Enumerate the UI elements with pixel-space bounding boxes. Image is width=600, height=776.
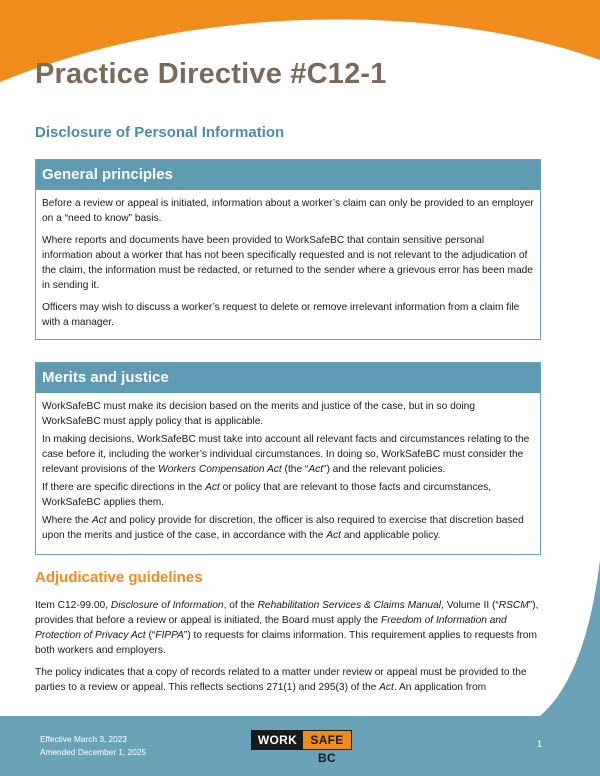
- paragraph: Before a review or appeal is initiated, information about a worker’s claim can only be provided to an employer on a “need to know” basis.: [42, 198, 534, 224]
- page-title: Practice Directive #C12-1: [35, 58, 387, 90]
- paragraph: Item C12-99.00, Disclosure of Information, of the Rehabilitation Services & Claims Manual, Volume II (“RSCM”), provides that before a review or appeal is initiated, the Board must apply the Freedom of Information and Protection of Privacy Act (“FIPPA”) to requests for claims information. This requirement applies to requests from both workers and employers.: [35, 600, 539, 656]
- paragraph: Where reports and documents have been provided to WorkSafeBC that contain sensitive personal information about a worker that has not been specifically requested and is not relevant to the adjudication of the claim, the information must be redacted, or returned to the sender where a grievous error has been made in sending it.: [42, 235, 533, 291]
- merits-and-justice-body: [36, 393, 540, 550]
- logo-work: WORK: [252, 731, 303, 749]
- page-number: 1: [537, 739, 543, 749]
- paragraph: The policy indicates that a copy of records related to a matter under review or appeal must be provided to the parties to a review or appeal. This reflects sections 271(1) and 295(3) of the Act. An application from: [35, 667, 527, 693]
- worksafebc-logo: [251, 730, 352, 765]
- general-principles-body: [36, 190, 540, 341]
- page-subtitle: Disclosure of Personal Information: [35, 124, 285, 141]
- amended-date: Amended December 1, 2025: [40, 747, 147, 757]
- footer-dates: [40, 733, 146, 759]
- adjudicative-guidelines-body: [35, 598, 555, 702]
- effective-date: Effective March 3, 2023: [40, 734, 128, 744]
- logo-safebc: SAFE BC: [303, 731, 351, 749]
- merits-and-justice-box: [35, 362, 541, 555]
- paragraph: In making decisions, WorkSafeBC must take into account all relevant facts and circumstances relating to the case before it, including the worker’s individual circumstances. In doing so, WorkSafeBC must consider the relevant provisions of the Workers Compensation Act (the “Act”) and the relevant policies.: [42, 434, 530, 475]
- general-principles-heading: General principles: [36, 160, 540, 190]
- paragraph: Where the Act and policy provide for discretion, the officer is also required to exercise that discretion based upon the merits and justice of the case, in accordance with the Act and applicable policy.: [42, 515, 524, 541]
- merits-and-justice-heading: Merits and justice: [36, 363, 540, 393]
- general-principles-box: [35, 159, 541, 340]
- adjudicative-guidelines-heading: Adjudicative guidelines: [35, 569, 203, 586]
- paragraph: Officers may wish to discuss a worker’s request to delete or remove irrelevant information from a claim file with a manager.: [42, 302, 520, 328]
- paragraph: If there are specific directions in the Act or policy that are relevant to those facts and circumstances, WorkSafeBC applies them.: [42, 482, 492, 508]
- paragraph: WorkSafeBC must make its decision based on the merits and justice of the case, but in so doing WorkSafeBC must apply policy that is applicable.: [42, 401, 476, 427]
